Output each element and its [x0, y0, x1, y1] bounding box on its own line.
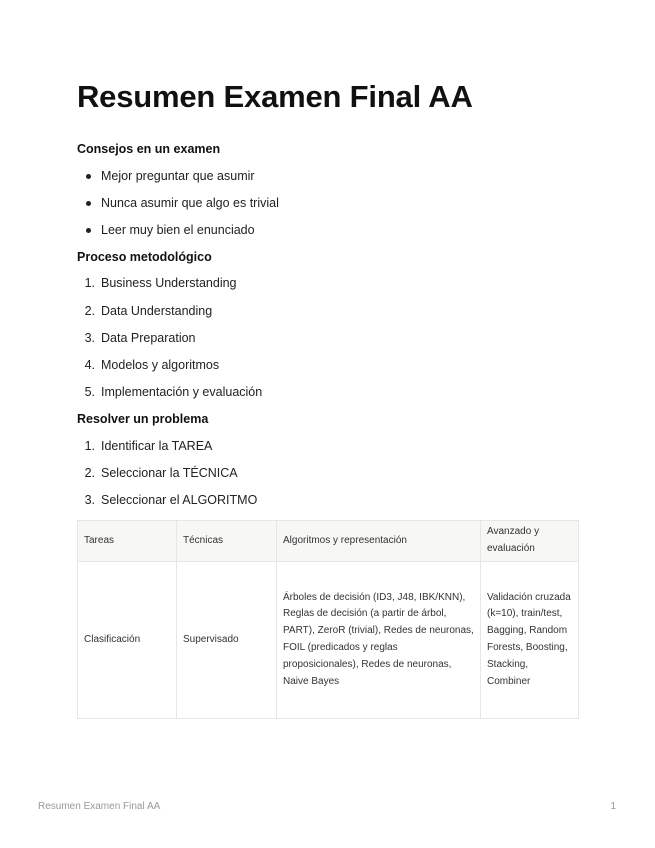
table-header-cell: Algoritmos y representación [277, 521, 481, 562]
list-item-text: Data Understanding [101, 304, 213, 318]
bullet-icon [86, 201, 91, 206]
list-item-text: Seleccionar el ALGORITMO [101, 493, 258, 507]
list-number: 2. [84, 466, 95, 480]
list-number: 3. [84, 493, 95, 507]
list-item-text: Data Preparation [101, 331, 196, 345]
list-item-text: Seleccionar la TÉCNICA [101, 466, 238, 480]
list-item-text: Identificar la TAREA [101, 439, 213, 453]
list-item-text: Leer muy bien el enunciado [101, 223, 255, 237]
footer-document-title: Resumen Examen Final AA [38, 801, 161, 812]
summary-table [77, 520, 579, 719]
list-item-text: Business Understanding [101, 276, 237, 290]
table-header-cell: Avanzado y evaluación [481, 521, 579, 562]
list-item-text: Nunca asumir que algo es trivial [101, 196, 279, 210]
section-heading-consejos: Consejos en un examen [77, 142, 221, 156]
bullet-icon [86, 174, 91, 179]
section-heading-proceso: Proceso metodológico [77, 250, 212, 264]
list-number: 1. [84, 439, 95, 453]
list-item-text: Mejor preguntar que asumir [101, 169, 255, 183]
table-cell: Clasificación [78, 562, 177, 719]
table-cell: Árboles de decisión (ID3, J48, IBK/KNN), Reglas de decisión (a partir de árbol, PART), ZeroR (trivial), Redes de neuronas, FOIL (predicados y reglas proposicionales), Redes de neuronas, Naive Bayes [277, 562, 481, 719]
table-header-row [78, 521, 579, 562]
table-cell: Supervisado [177, 562, 277, 719]
list-number: 1. [84, 276, 95, 290]
table-header-cell: Tareas [78, 521, 177, 562]
section-heading-resolver: Resolver un problema [77, 412, 209, 426]
page-number: 1 [610, 801, 616, 812]
list-number: 3. [84, 331, 95, 345]
list-item-text: Implementación y evaluación [101, 385, 263, 399]
table-row [78, 562, 579, 719]
list-number: 4. [84, 358, 95, 372]
list-number: 2. [84, 304, 95, 318]
table-cell: Validación cruzada (k=10), train/test, Bagging, Random Forests, Boosting, Stacking, Combiner [481, 562, 579, 719]
bullet-icon [86, 228, 91, 233]
list-item-text: Modelos y algoritmos [101, 358, 220, 372]
table-header-cell: Técnicas [177, 521, 277, 562]
list-number: 5. [84, 385, 95, 399]
page-title: Resumen Examen Final AA [77, 79, 473, 114]
